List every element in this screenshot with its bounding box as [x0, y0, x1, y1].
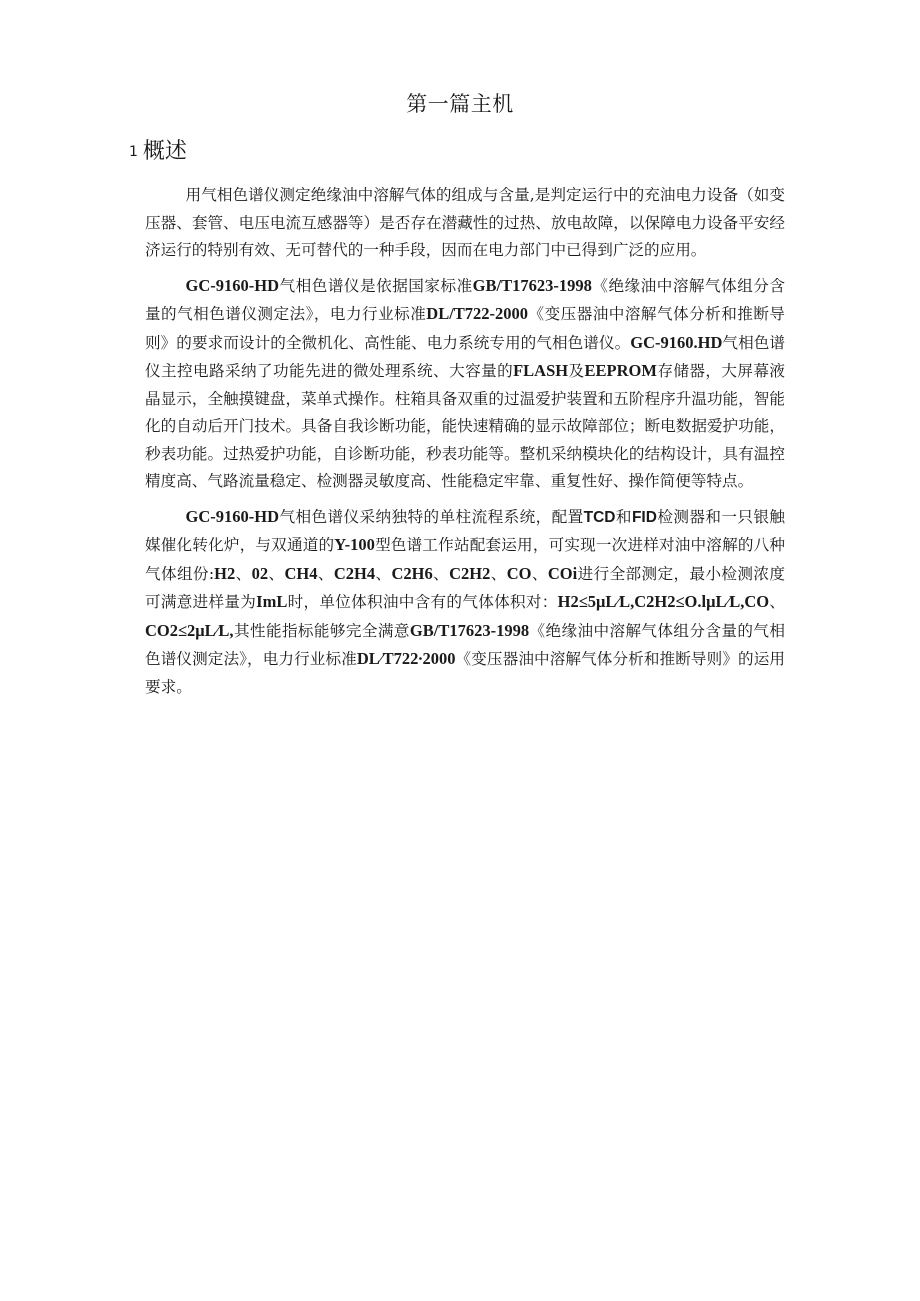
text-run: 、 [375, 564, 392, 583]
text-run: 气相色谱仪采纳独特的单柱流程系统，配置 [279, 507, 584, 526]
text-run: 、 [490, 564, 507, 583]
section-heading [129, 134, 187, 165]
text-run: 《绝缘油中溶解气体组分含量的气相色谱仪测定法》，电力行业标准 [145, 621, 785, 668]
text-run: 气相色谱仪是依据国家标准 [279, 276, 473, 295]
bold-term: GC-9160.HD [630, 332, 723, 352]
text-run: 时，单位体积油中含有的气体体积对： [287, 593, 558, 611]
bold-term: EEPROM [584, 361, 657, 380]
text-run: 、 [317, 564, 334, 583]
paragraph-1 [145, 182, 785, 265]
bold-term: H2≤5μL∕L,C2H2≤O.lμL∕L,CO [557, 592, 770, 611]
bold-term: CO2≤2μL∕L, [145, 620, 234, 640]
bold-term: C2H4 [333, 563, 376, 583]
text-run: 、 [268, 564, 285, 583]
bold-term: CH4 [284, 563, 318, 583]
text-run: 和 [615, 507, 632, 526]
text-run: 、 [769, 593, 785, 611]
paragraph-3 [145, 503, 785, 702]
text-run: 用气相色谱仪测定绝缘油中溶解气体的组成与含量,是判定运行中的充油电力设备（如变压器、套管、电压电流互感器等）是否存在潜藏性的过热、放电故障，以保障电力设备平安经济运行的特别有效、无可替代的一种手段，因而在电力部门中已得到广泛的应用。 [145, 186, 785, 259]
text-run: 及 [568, 362, 585, 380]
text-run: 《变压器油中溶解气体分析和推断导则》的要求而设计的全微机化、高性能、电力系统专用的气相色谱仪。 [145, 305, 785, 352]
text-run: 、 [235, 564, 252, 583]
bold-term: DL∕T722∙2000 [356, 649, 456, 668]
bold-term: TCD [583, 508, 616, 526]
bold-term: GB/T17623-1998 [472, 275, 592, 295]
text-run: 型色谱工作站配套运用，可实现一次进样对油中溶解的八种气体组份: [145, 536, 785, 583]
bold-term: COi [547, 563, 578, 583]
paragraph-2 [145, 272, 785, 496]
section-number: 1 [129, 144, 138, 160]
bold-term: C2H6 [391, 563, 433, 583]
text-run: 《绝缘油中溶解气体组分含量的气相色谱仪测定法》，电力行业标准 [145, 276, 785, 323]
bold-term: GB/T17623-1998 [409, 620, 530, 640]
bold-term: DL/T722-2000 [426, 304, 529, 323]
page-title: 第一篇主机 [406, 92, 514, 116]
bold-term: FLASH [513, 361, 569, 380]
section-title: 概述 [142, 139, 187, 164]
text-run: 其性能指标能够完全满意 [233, 621, 410, 640]
bold-term: C2H2 [449, 563, 491, 583]
text-run: 进行全部测定，最小检测浓度可满意进样量为 [145, 564, 785, 611]
document-body [145, 182, 785, 708]
bold-term: Y-100 [334, 535, 375, 554]
text-run: 存储器，大屏幕液晶显示，全触摸键盘，菜单式操作。柱箱具备双重的过温爱护装置和五阶程序升温功能，智能化的自动后开门技术。具备自我诊断功能，能快速精确的显示故障部位；断电数据爱护功能，秒表功能。过热爱护功能，自诊断功能，秒表功能等。整机采纳模块化的结构设计，具有温控精度高、气路流量稳定、检测器灵敏度高、性能稳定牢靠、重复性好、操作简便等特点。 [145, 362, 785, 490]
text-run: 、 [432, 564, 450, 583]
bold-term: H2 [214, 563, 236, 583]
text-run: 检测器和一只银触媒催化转化炉，与双通道的 [145, 507, 785, 554]
text-run: 、 [531, 564, 548, 583]
bold-term: GC-9160-HD [185, 506, 280, 526]
text-run: 气相色谱仪主控电路采纳了功能先进的微处理系统、大容量的 [145, 333, 785, 380]
text-run: 《变压器油中溶解气体分析和推断导则》的运用要求。 [145, 650, 785, 696]
bold-term: ImL [256, 592, 288, 611]
bold-term: GC-9160-HD [185, 275, 280, 295]
bold-term: FID [631, 508, 657, 526]
bold-term: CO [506, 563, 532, 583]
bold-term: 02 [251, 563, 269, 583]
